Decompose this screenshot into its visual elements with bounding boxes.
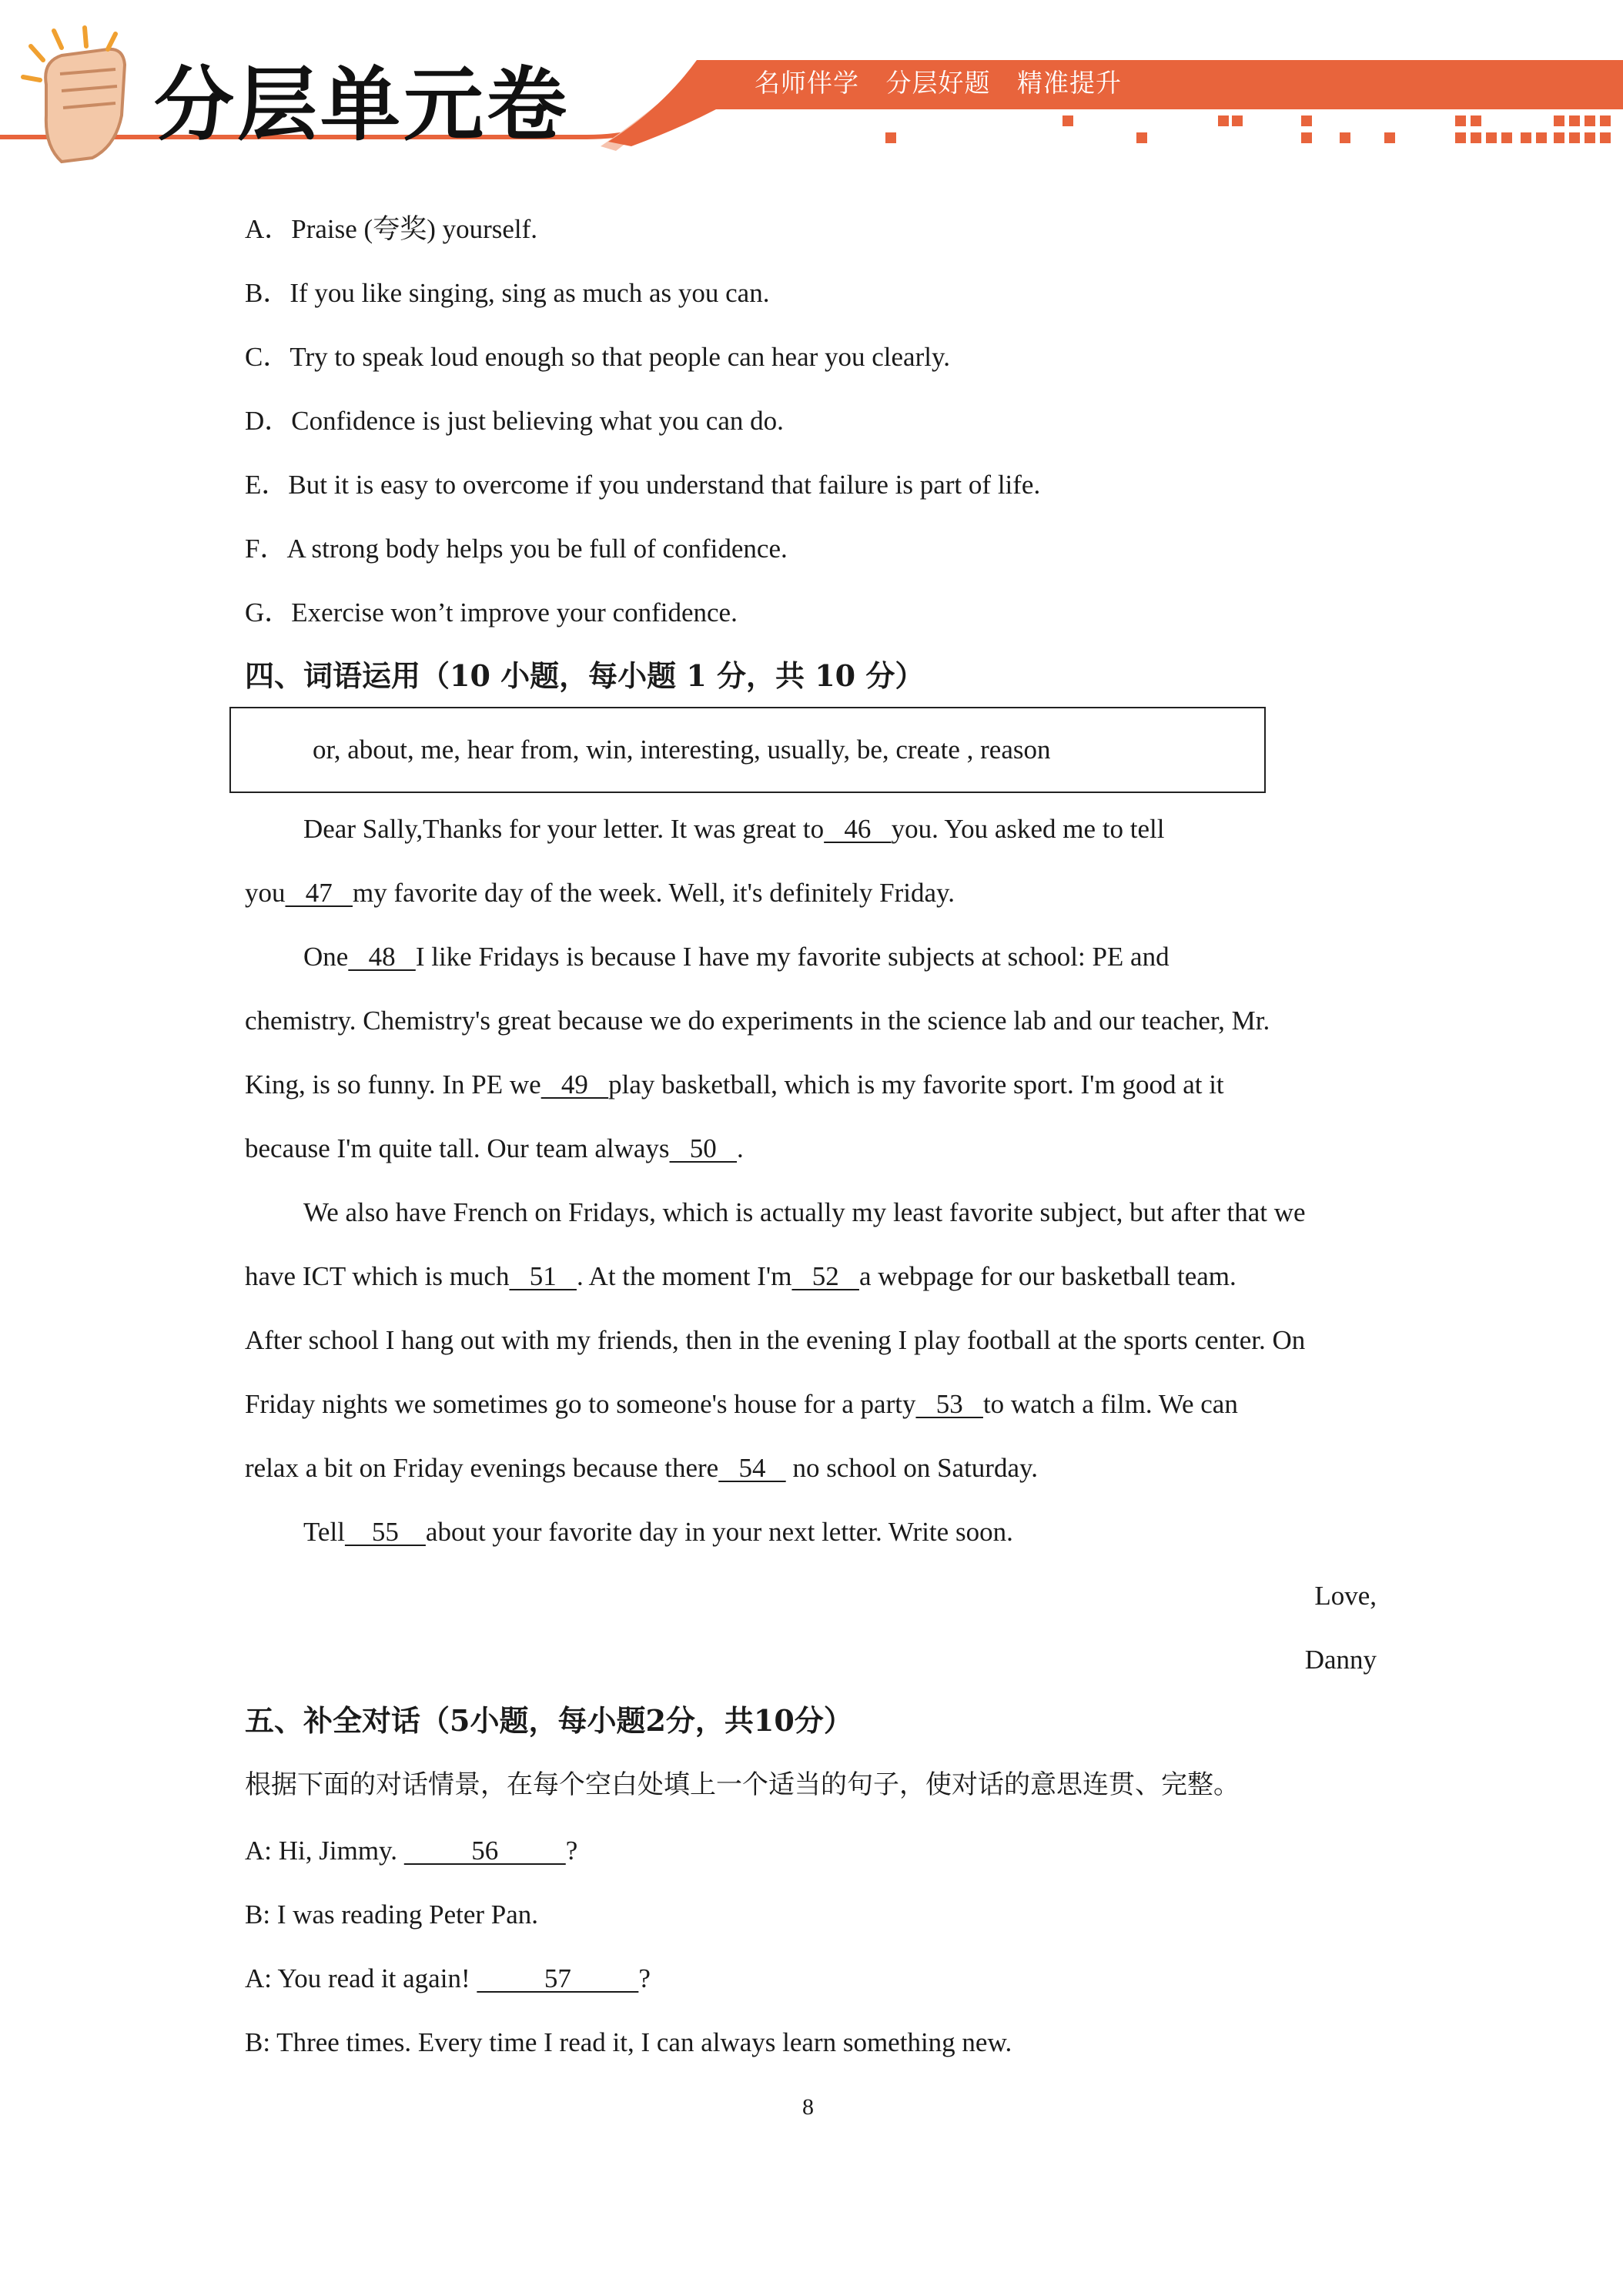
letter-line-7: We also have French on Fridays, which is actually my least favorite subject, but after that we: [303, 1197, 1306, 1227]
blank-47[interactable]: 47: [285, 878, 353, 908]
blank-56[interactable]: 56: [403, 1836, 566, 1866]
letter-text: a webpage for our basketball team.: [858, 1261, 1236, 1291]
letter-text: about your favorite day in your next letter. Write soon.: [425, 1517, 1013, 1547]
option-g: G．Exercise won’t improve your confidence.: [245, 597, 738, 628]
blank-50[interactable]: 50: [669, 1133, 738, 1163]
dialogue-line-1: [245, 1836, 577, 1866]
option-a: A．Praise (夸奖) yourself.: [245, 214, 538, 244]
dialogue-line-4: B: Three times. Every time I read it, I can always learn something new.: [245, 2027, 1012, 2057]
letter-text: relax a bit on Friday evenings because there: [245, 1453, 719, 1483]
blank-53[interactable]: 53: [915, 1389, 983, 1419]
blank-52[interactable]: 52: [791, 1261, 859, 1291]
letter-text: Tell: [303, 1517, 345, 1547]
letter-line-3: [303, 942, 1170, 972]
dialogue-text: A: Hi, Jimmy.: [245, 1836, 404, 1866]
letter-signature: Danny: [1304, 1645, 1377, 1675]
letter-line-4: chemistry. Chemistry's great because we do experiments in the science lab and our teacher, Mr.: [245, 1006, 1270, 1036]
letter-text: .: [737, 1133, 744, 1163]
option-f: F．A strong body helps you be full of confidence.: [245, 534, 788, 564]
letter-text: . At the moment I'm: [576, 1261, 792, 1291]
dialogue-text: ?: [638, 1963, 651, 1993]
letter-text: you: [245, 878, 286, 908]
letter-line-1: [303, 814, 1165, 845]
section-4-heading: 四、词语运用（10 小题，每小题 1 分，共 10 分）: [245, 658, 925, 693]
option-d: D．Confidence is just believing what you can do.: [245, 406, 784, 436]
letter-text: my favorite day of the week. Well, it's definitely Friday.: [353, 878, 955, 908]
letter-text: to watch a film. We can: [982, 1389, 1238, 1419]
letter-text: One: [303, 942, 349, 972]
dialogue-text: A: You read it again!: [245, 1963, 477, 1993]
letter-text: King, is so funny. In PE we: [245, 1069, 541, 1099]
blank-49[interactable]: 49: [540, 1069, 609, 1099]
letter-text: Friday nights we sometimes go to someone's house for a party: [245, 1389, 916, 1419]
section-5-heading: 五、补全对话（5小题，每小题2分，共10分）: [245, 1703, 853, 1738]
letter-line-6: [245, 1133, 744, 1164]
blank-54[interactable]: 54: [718, 1453, 786, 1483]
option-b: B．If you like singing, sing as much as you can.: [245, 278, 770, 308]
word-bank-box: [229, 707, 1266, 793]
blank-48[interactable]: 48: [348, 942, 416, 972]
blank-55[interactable]: 55: [344, 1517, 426, 1547]
letter-line-10: [245, 1389, 1238, 1420]
letter-text: because I'm quite tall. Our team always: [245, 1133, 670, 1163]
letter-text: play basketball, which is my favorite sport. I'm good at it: [608, 1069, 1224, 1099]
word-bank-text: or, about, me, hear from, win, interesting, usually, be, create , reason: [313, 735, 1051, 765]
dialogue-text: ?: [565, 1836, 578, 1866]
letter-line-12: [303, 1517, 1013, 1548]
letter-text: I like Fridays is because I have my favorite subjects at school: PE and: [415, 942, 1170, 972]
blank-57[interactable]: 57: [477, 1963, 639, 1993]
letter-text: have ICT which is much: [245, 1261, 510, 1291]
dialogue-line-3: [245, 1963, 651, 1994]
page-header: [0, 0, 1623, 177]
letter-line-2: [245, 878, 955, 909]
section-5-instruction: 根据下面的对话情景，在每个空白处填上一个适当的句子，使对话的意思连贯、完整。: [245, 1769, 1240, 1800]
blank-46[interactable]: 46: [824, 814, 892, 844]
page-number: 8: [802, 2094, 814, 2120]
letter-line-11: [245, 1453, 1038, 1484]
letter-text: no school on Saturday.: [785, 1453, 1038, 1483]
brand-title: 分层单元卷: [154, 58, 571, 152]
letter-line-8: [245, 1261, 1236, 1292]
fist-logo-icon: [23, 28, 125, 162]
letter-closing: Love,: [1314, 1581, 1377, 1611]
letter-line-9: After school I hang out with my friends, then in the evening I play football at the sports center. On: [245, 1325, 1306, 1355]
letter-text: Dear Sally,Thanks for your letter. It was great to: [303, 814, 825, 844]
header-slogan: 名师伴学 分层好题 精准提升: [755, 68, 1122, 98]
blank-51[interactable]: 51: [509, 1261, 577, 1291]
option-c: C．Try to speak loud enough so that people can hear you clearly.: [245, 342, 950, 372]
dialogue-line-2: B: I was reading Peter Pan.: [245, 1899, 539, 1930]
option-e: E．But it is easy to overcome if you understand that failure is part of life.: [245, 470, 1041, 500]
letter-text: you. You asked me to tell: [891, 814, 1165, 844]
letter-line-5: [245, 1069, 1224, 1100]
